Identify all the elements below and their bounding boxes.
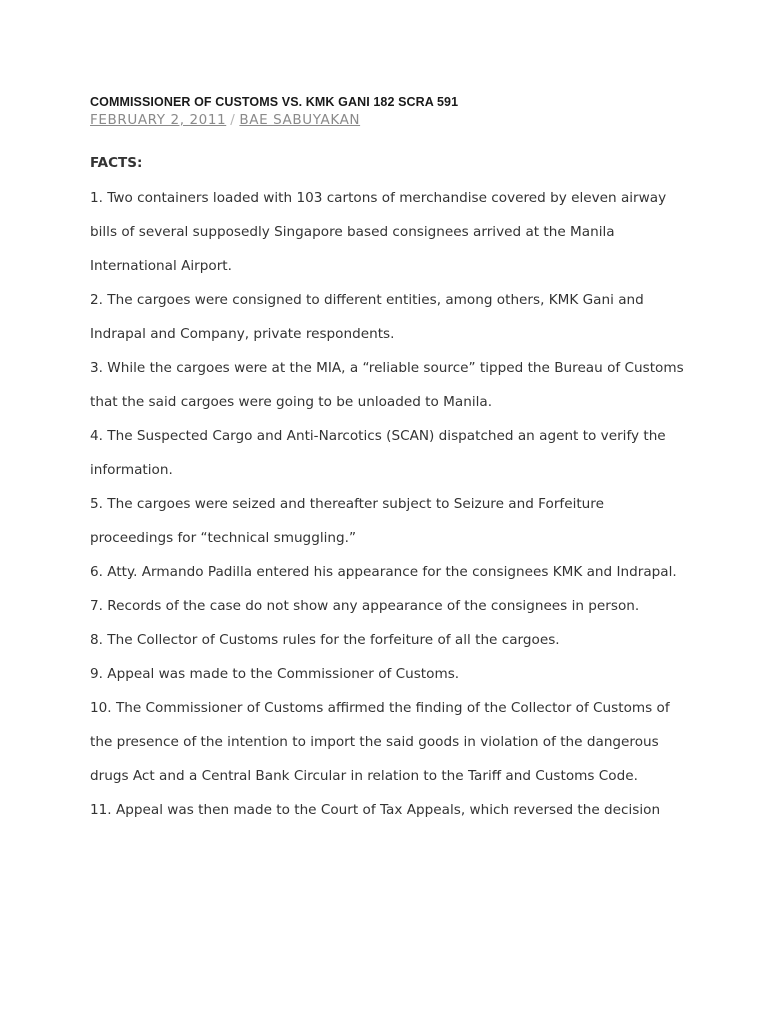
fact-paragraph: 10. The Commissioner of Customs affirmed the finding of the Collector of Customs of the presence of the intention to import the said goods in violation of the dangerous drugs Act and a Central Bank Circular in relation to the Tariff and Customs Code. bbox=[90, 700, 670, 784]
fact-paragraph: 9. Appeal was made to the Commissioner of Customs. bbox=[90, 666, 460, 682]
facts-heading: FACTS: bbox=[90, 155, 143, 171]
post-date-link[interactable]: FEBRUARY 2, 2011 bbox=[90, 112, 227, 128]
document-page bbox=[90, 94, 690, 827]
fact-paragraph: 8. The Collector of Customs rules for the forfeiture of all the cargoes. bbox=[90, 632, 560, 648]
page-title: COMMISSIONER OF CUSTOMS VS. KMK GANI 182 SCRA 591 bbox=[90, 95, 459, 109]
meta-separator: / bbox=[230, 112, 236, 128]
facts-list bbox=[90, 181, 690, 827]
fact-paragraph: 3. While the cargoes were at the MIA, a “reliable source” tipped the Bureau of Customs that the said cargoes were going to be unloaded to Manila. bbox=[90, 360, 684, 410]
post-author-link[interactable]: BAE SABUYAKAN bbox=[239, 112, 361, 128]
fact-paragraph: 7. Records of the case do not show any appearance of the consignees in person. bbox=[90, 598, 640, 614]
fact-paragraph: 6. Atty. Armando Padilla entered his appearance for the consignees KMK and Indrapal. bbox=[90, 564, 677, 580]
post-meta bbox=[90, 111, 690, 129]
fact-paragraph: 5. The cargoes were seized and thereafter subject to Seizure and Forfeiture proceedings for “technical smuggling.” bbox=[90, 496, 604, 546]
fact-paragraph: 4. The Suspected Cargo and Anti-Narcotics (SCAN) dispatched an agent to verify the information. bbox=[90, 428, 666, 478]
fact-paragraph: 1. Two containers loaded with 103 cartons of merchandise covered by eleven airway bills of several supposedly Singapore based consignees arrived at the Manila International Airport. bbox=[90, 190, 667, 274]
fact-paragraph: 11. Appeal was then made to the Court of Tax Appeals, which reversed the decision bbox=[90, 802, 661, 818]
fact-paragraph: 2. The cargoes were consigned to different entities, among others, KMK Gani and Indrapal and Company, private respondents. bbox=[90, 292, 644, 342]
